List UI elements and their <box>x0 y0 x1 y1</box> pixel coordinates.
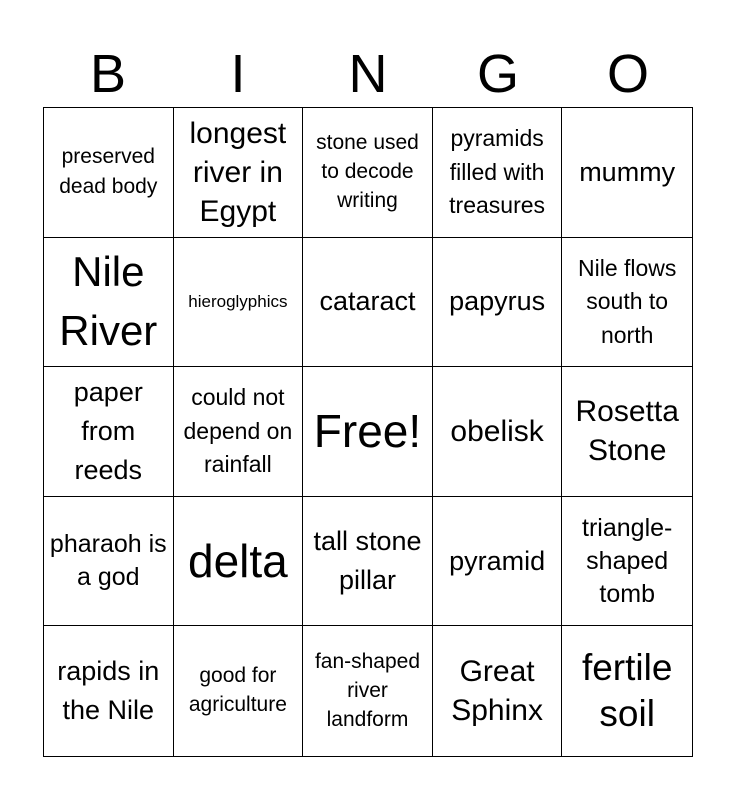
cell-text: pharaoh is a god <box>49 530 167 592</box>
header-letter-o: O <box>606 44 649 104</box>
bingo-board <box>43 107 693 757</box>
cell-text: mummy <box>579 156 676 187</box>
bingo-header <box>43 40 693 108</box>
bingo-cell-r4c5[interactable] <box>562 497 692 627</box>
cell-text: stone used to decode writing <box>316 130 419 212</box>
bingo-cell-r3c1[interactable] <box>44 367 174 497</box>
bingo-cell-r4c3[interactable] <box>303 497 433 627</box>
cell-text: cataract <box>319 286 416 317</box>
cell-text: triangle-shaped tomb <box>582 513 673 608</box>
cell-text: Nile flows south to north <box>577 254 677 348</box>
cell-text: papyrus <box>449 286 546 317</box>
bingo-cell-r5c5[interactable] <box>562 626 692 756</box>
bingo-cell-r4c1[interactable] <box>44 497 174 627</box>
cell-text: good for agriculture <box>188 664 287 717</box>
cell-text: Great Sphinx <box>451 655 543 728</box>
cell-text: obelisk <box>450 414 544 448</box>
bingo-cell-r1c2[interactable] <box>174 108 304 238</box>
bingo-cell-r4c2[interactable] <box>174 497 304 627</box>
bingo-cell-r1c5[interactable] <box>562 108 692 238</box>
cell-text: could not depend on rainfall <box>183 384 293 478</box>
bingo-cell-r1c4[interactable] <box>433 108 563 238</box>
bingo-cell-r5c4[interactable] <box>433 626 563 756</box>
bingo-cell-r3c5[interactable] <box>562 367 692 497</box>
bingo-cell-r1c3[interactable] <box>303 108 433 238</box>
header-letter-n: N <box>348 44 388 104</box>
free-space: Free! <box>313 404 422 457</box>
cell-text: paper from reeds <box>73 376 143 486</box>
cell-text: longest river in Egypt <box>189 116 287 228</box>
header-letter-b: B <box>89 44 127 104</box>
cell-text: delta <box>188 534 288 587</box>
header-letter-i: I <box>230 44 246 104</box>
bingo-cell-r2c5[interactable] <box>562 238 692 368</box>
bingo-cell-r4c4[interactable] <box>433 497 563 627</box>
bingo-cell-r5c1[interactable] <box>44 626 174 756</box>
cell-text: rapids in the Nile <box>57 656 160 726</box>
bingo-cell-r2c2[interactable] <box>174 238 304 368</box>
bingo-cell-r5c3[interactable] <box>303 626 433 756</box>
bingo-cell-r2c3[interactable] <box>303 238 433 368</box>
bingo-cell-r3c2[interactable] <box>174 367 304 497</box>
bingo-cell-r3c3[interactable] <box>303 367 433 497</box>
cell-text: pyramid <box>449 545 546 576</box>
cell-text: Rosetta Stone <box>575 395 679 468</box>
cell-text: hieroglyphics <box>188 292 288 312</box>
bingo-cell-r5c2[interactable] <box>174 626 304 756</box>
bingo-cell-r3c4[interactable] <box>433 367 563 497</box>
cell-text: fertile soil <box>581 646 673 735</box>
cell-text: Nile River <box>59 248 158 354</box>
cell-text: pyramids filled with treasures <box>449 125 546 218</box>
cell-text: fan-shaped river landform <box>314 649 421 731</box>
cell-text: tall stone pillar <box>313 525 422 596</box>
header-letter-g: G <box>476 44 519 104</box>
bingo-cell-r1c1[interactable] <box>44 108 174 238</box>
bingo-cell-r2c4[interactable] <box>433 238 563 368</box>
cell-text: preserved dead body <box>59 144 158 199</box>
bingo-cell-r2c1[interactable] <box>44 238 174 368</box>
